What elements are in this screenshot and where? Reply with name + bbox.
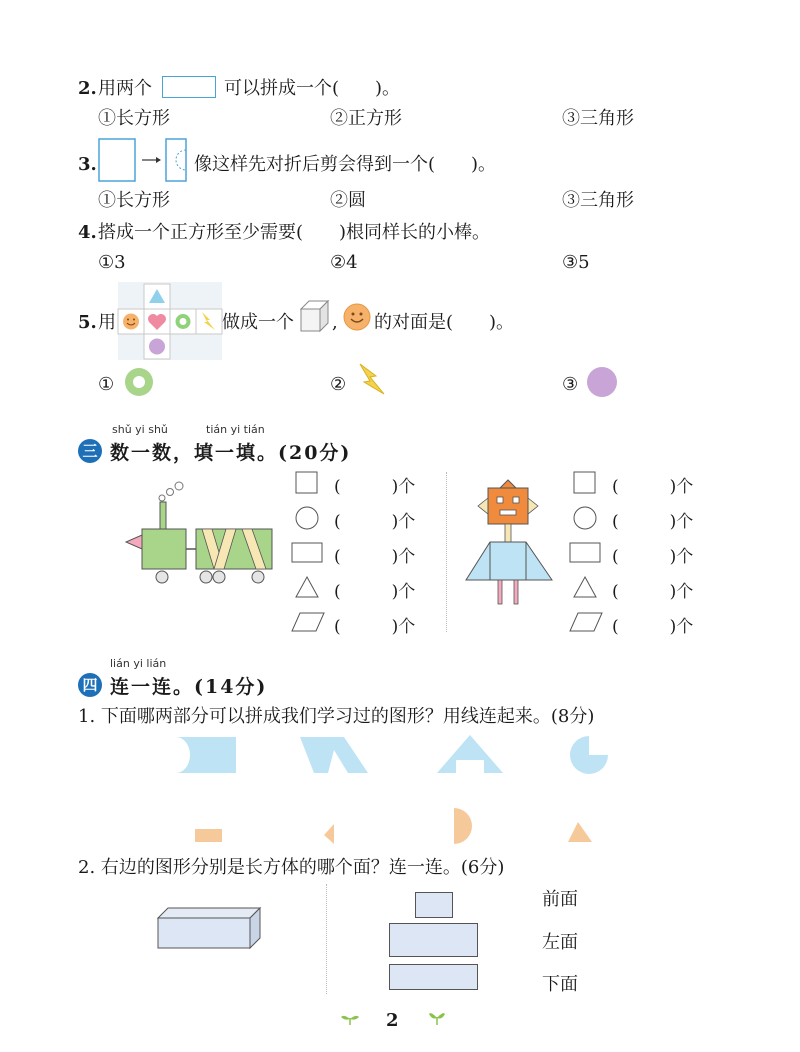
peach-piece-half-circle[interactable]	[452, 806, 474, 846]
rectangle-count-icon	[290, 540, 324, 566]
q2-text-after: 可以拼成一个( )。	[224, 78, 401, 99]
q5-option-3[interactable]: ③	[562, 374, 579, 395]
q3-option-1[interactable]: ①长方形	[98, 190, 170, 211]
face-label-left[interactable]: 左面	[542, 932, 578, 953]
q2-number: 2.	[78, 78, 97, 99]
q4-option-3[interactable]: ③5	[562, 252, 590, 273]
face-long-rect[interactable]	[389, 964, 478, 990]
robot-picture	[464, 478, 558, 608]
left-circle-count[interactable]: ( )个	[334, 512, 416, 532]
left-triangle-count[interactable]: ( )个	[334, 582, 416, 602]
circle-count-icon	[572, 505, 598, 531]
section-divider	[446, 472, 447, 632]
smiley-face-icon	[343, 303, 371, 331]
right-parallelogram-count[interactable]: ( )个	[612, 617, 694, 637]
sec3-title: 数一数，填一填。(20分)	[110, 442, 352, 464]
parallelogram-count-icon	[290, 610, 326, 636]
right-square-count[interactable]: ( )个	[612, 477, 694, 497]
sec4-title: 连一连。(14分)	[110, 676, 268, 698]
train-picture	[124, 478, 276, 586]
fold-cut-diagram-icon	[98, 138, 190, 184]
sec3-pinyin-2: tián yi tián	[206, 423, 265, 436]
cuboid-picture	[156, 906, 264, 950]
sec4-q1-text: 1. 下面哪两部分可以拼成我们学习过的图形？用线连起来。(8分)	[78, 706, 595, 727]
face-small-rect[interactable]	[415, 892, 453, 918]
q4-option-1[interactable]: ①3	[98, 252, 126, 273]
sprout-left-icon	[340, 1012, 360, 1026]
right-rectangle-count[interactable]: ( )个	[612, 547, 694, 567]
rectangle-shape-icon	[162, 76, 216, 98]
q2-text-before: 用两个	[98, 78, 152, 99]
triangle-count-icon	[572, 575, 598, 601]
square-count-icon	[572, 470, 598, 496]
q5-text-1: 用	[98, 312, 116, 333]
q3-option-3[interactable]: ③三角形	[562, 190, 634, 211]
cube-icon	[300, 300, 330, 332]
face-large-rect[interactable]	[389, 923, 478, 957]
q4-option-2[interactable]: ②4	[330, 252, 358, 273]
q2-option-3[interactable]: ③三角形	[562, 108, 634, 129]
q5-option-1[interactable]: ①	[98, 374, 115, 395]
sprout-right-icon	[428, 1010, 446, 1026]
sec4-q2-text: 2. 右边的图形分别是长方体的哪个面？连一连。(6分)	[78, 857, 505, 878]
circle-count-icon	[294, 505, 320, 531]
triangle-count-icon	[294, 575, 320, 601]
rectangle-count-icon	[568, 540, 602, 566]
q3-text: 像这样先对折后剪会得到一个( )。	[194, 154, 497, 175]
q5-text-4: 的对面是( )。	[374, 312, 515, 333]
q2-divider	[326, 884, 327, 994]
purple-circle-icon	[586, 366, 618, 398]
cube-net-icon	[118, 282, 222, 360]
peach-piece-small-rect[interactable]	[194, 828, 224, 844]
q3-number: 3.	[78, 154, 97, 175]
q3-option-2[interactable]: ②圆	[330, 190, 366, 211]
blue-piece-notched-rect[interactable]	[176, 736, 238, 774]
peach-piece-small-triangle[interactable]	[322, 822, 336, 846]
page-number: 2	[386, 1010, 399, 1031]
face-label-bottom[interactable]: 下面	[542, 974, 578, 995]
blue-piece-pacman[interactable]	[568, 734, 612, 776]
blue-piece-arch-triangle[interactable]	[436, 734, 504, 774]
left-rectangle-count[interactable]: ( )个	[334, 547, 416, 567]
section-4-badge: 四	[78, 673, 102, 697]
sec4-pinyin: lián yi lián	[110, 657, 167, 670]
face-label-front[interactable]: 前面	[542, 889, 578, 910]
blue-piece-cut-quad[interactable]	[300, 736, 370, 774]
q5-text-3: ,	[332, 312, 338, 333]
parallelogram-count-icon	[568, 610, 604, 636]
q5-option-2[interactable]: ②	[330, 374, 347, 395]
section-3-badge: 三	[78, 439, 102, 463]
left-parallelogram-count[interactable]: ( )个	[334, 617, 416, 637]
q2-option-2[interactable]: ②正方形	[330, 108, 402, 129]
peach-piece-triangle[interactable]	[566, 820, 594, 844]
green-ring-icon	[124, 367, 154, 397]
q2-option-1[interactable]: ①长方形	[98, 108, 170, 129]
square-count-icon	[294, 470, 320, 496]
right-triangle-count[interactable]: ( )个	[612, 582, 694, 602]
q4-text: 搭成一个正方形至少需要( )根同样长的小棒。	[98, 222, 491, 243]
lightning-icon	[354, 362, 386, 398]
q5-number: 5.	[78, 312, 97, 333]
right-circle-count[interactable]: ( )个	[612, 512, 694, 532]
sec3-pinyin-1: shǔ yi shǔ	[112, 423, 168, 436]
left-square-count[interactable]: ( )个	[334, 477, 416, 497]
q5-text-2: 做成一个	[222, 312, 294, 333]
q4-number: 4.	[78, 222, 97, 243]
